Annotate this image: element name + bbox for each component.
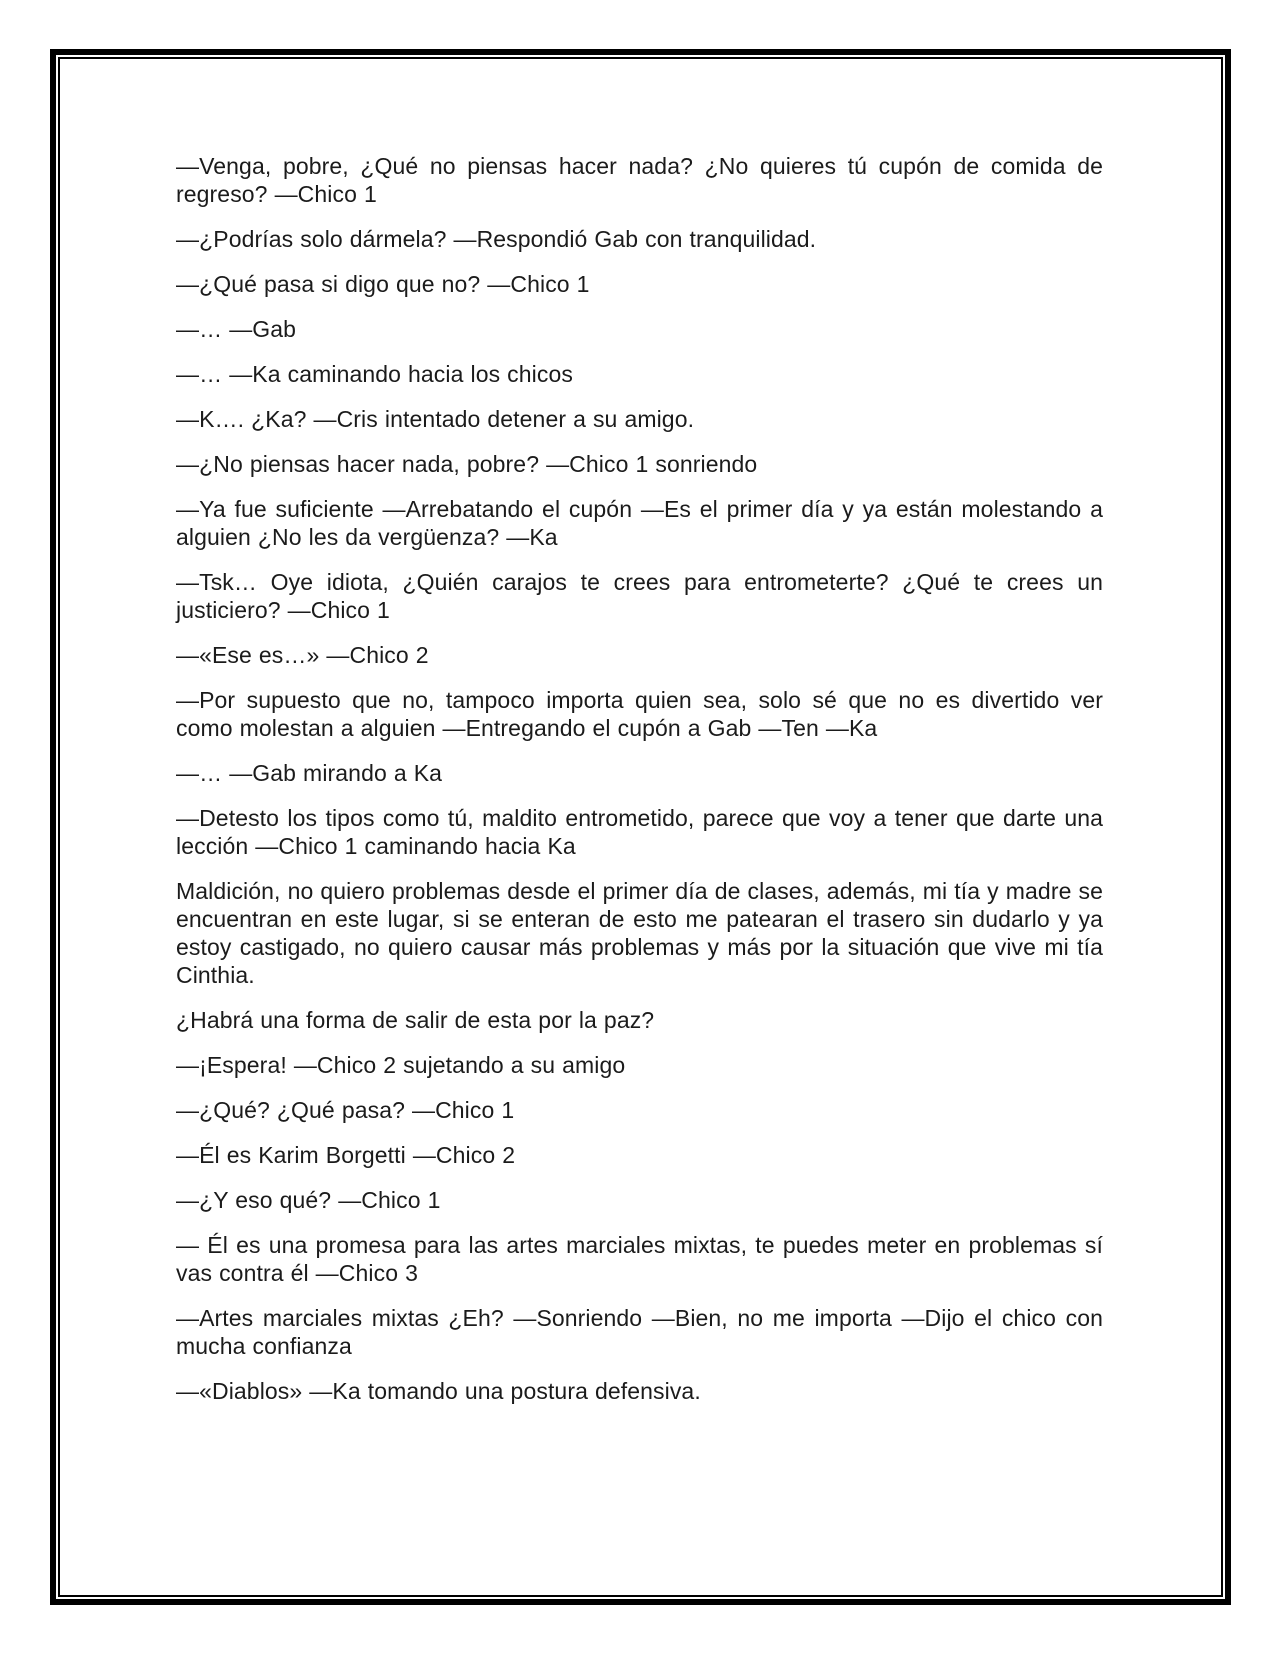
paragraph: —«Diablos» —Ka tomando una postura defensiva. (176, 1378, 701, 1404)
paragraph: —Por supuesto que no, tampoco importa quien sea, solo sé que no es divertido ver como molestan a alguien —Entregando el cupón a Gab —Ten —Ka (176, 687, 1103, 741)
paragraph: —Tsk… Oye idiota, ¿Quién carajos te crees para entrometerte? ¿Qué te crees un justiciero? —Chico 1 (176, 569, 1103, 623)
paragraph: — Él es una promesa para las artes marciales mixtas, te puedes meter en problemas sí vas contra él —Chico 3 (176, 1232, 1103, 1286)
paragraph: —¿Qué? ¿Qué pasa? —Chico 1 (176, 1097, 515, 1123)
paragraph: —¡Espera! —Chico 2 sujetando a su amigo (176, 1052, 626, 1078)
paragraph: —… —Ka caminando hacia los chicos (176, 361, 573, 387)
paragraph: —¿Podrías solo dármela? —Respondió Gab con tranquilidad. (176, 226, 817, 252)
paragraph: —K…. ¿Ka? —Cris intentado detener a su amigo. (176, 406, 695, 432)
page-text-body (176, 152, 1103, 1422)
paragraph: —¿Qué pasa si digo que no? —Chico 1 (176, 271, 590, 297)
paragraph: —¿No piensas hacer nada, pobre? —Chico 1 sonriendo (176, 451, 758, 477)
paragraph: —«Ese es…» —Chico 2 (176, 642, 429, 668)
paragraph: ¿Habrá una forma de salir de esta por la paz? (176, 1007, 655, 1033)
paragraph: —Él es Karim Borgetti —Chico 2 (176, 1142, 516, 1168)
paragraph: —Ya fue suficiente —Arrebatando el cupón —Es el primer día y ya están molestando a alguien ¿No les da vergüenza? —Ka (176, 496, 1103, 550)
paragraph: —¿Y eso qué? —Chico 1 (176, 1187, 441, 1213)
paragraph: —… —Gab mirando a Ka (176, 760, 443, 786)
paragraph: —… —Gab (176, 316, 297, 342)
paragraph: Maldición, no quiero problemas desde el primer día de clases, además, mi tía y madre se encuentran en este lugar, si se enteran de esto me patearan el trasero sin dudarlo y ya estoy castigado, no quiero causar más problemas y más por la situación que vive mi tía Cinthia. (176, 878, 1103, 988)
paragraph: —Artes marciales mixtas ¿Eh? —Sonriendo —Bien, no me importa —Dijo el chico con mucha confianza (176, 1305, 1103, 1359)
paragraph: —Detesto los tipos como tú, maldito entrometido, parece que voy a tener que darte una lección —Chico 1 caminando hacia Ka (176, 805, 1103, 859)
paragraph: —Venga, pobre, ¿Qué no piensas hacer nada? ¿No quieres tú cupón de comida de regreso? —Chico 1 (176, 153, 1103, 207)
